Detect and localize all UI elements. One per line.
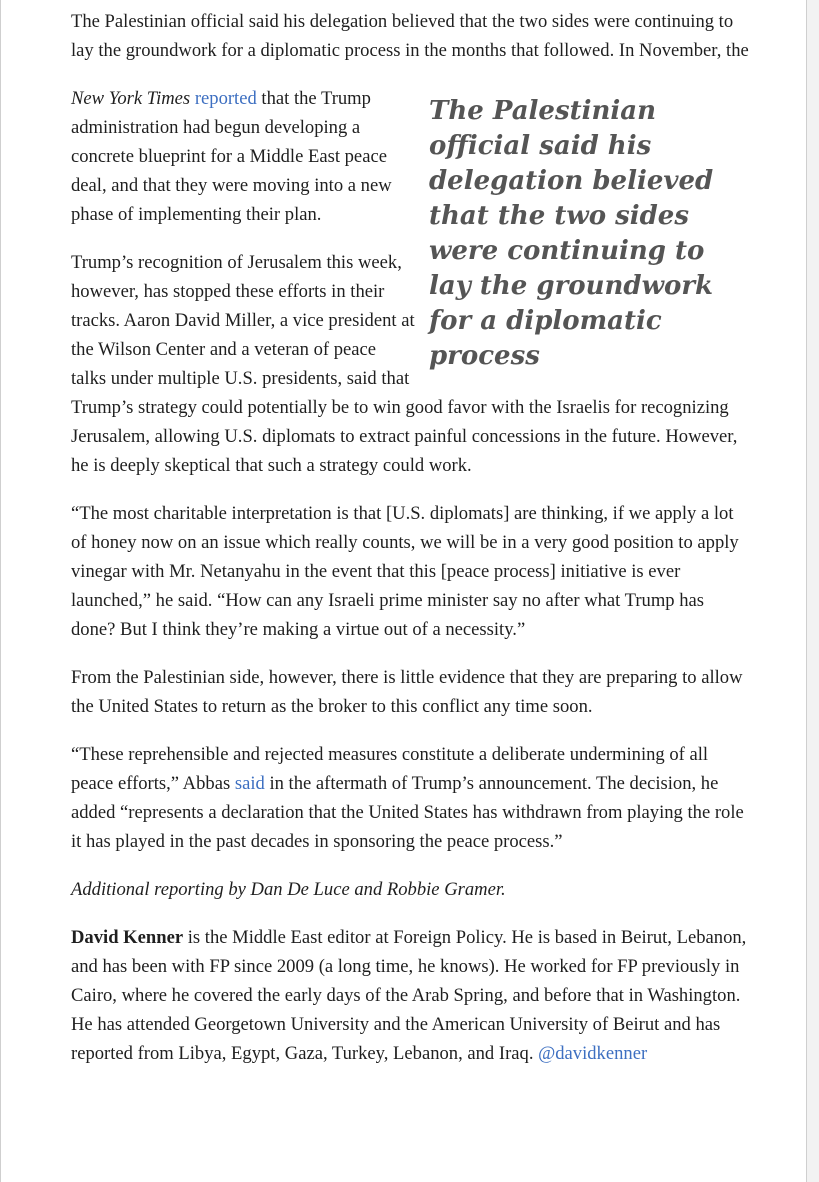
scrollbar-gutter[interactable]: [807, 0, 819, 1182]
bio-text: is the Middle East editor at Foreign Policy. He is based in Beirut, Lebanon, and has been with FP since 2009 (a long time, he knows). He worked for FP previously in Cairo, where he covered the early days of the Arab Spring, and before that in Washington. He has attended Georgetown University and the American University of Beirut and has reported from Libya, Egypt, Gaza, Turkey, Lebanon, and Iraq.: [71, 927, 747, 1064]
said-link[interactable]: said: [234, 773, 265, 794]
pull-quote: The Palestinian official said his delegation believed that the two sides were continuing to lay the groundwork for a diplomatic process: [429, 96, 714, 371]
paragraph: “The most charitable interpretation is that [U.S. diplomats] are thinking, if we apply a lot of honey now on an issue which really counts, we will be in a very good position to apply vinegar with Mr. Netanyahu in the event that this [peace process] initiative is ever launched,” he said. “How can any Israeli prime minister say no after what Trump has done? But I think they’re making a virtue out of a necessity.”: [71, 503, 739, 640]
reporting-credit: Additional reporting by Dan De Luce and Robbie Gramer.: [71, 879, 506, 900]
publication-name: New York Times: [71, 88, 191, 109]
author-name: David Kenner: [71, 927, 184, 948]
paragraph: From the Palestinian side, however, there is little evidence that they are preparing to allow the United States to return as the broker to this conflict any time soon.: [71, 667, 743, 717]
paragraph: [71, 7, 751, 65]
twitter-handle-link[interactable]: @davidkenner: [538, 1043, 648, 1064]
author-bio: [71, 923, 751, 1068]
paragraph-text: “These reprehensible and rejected measures constitute a deliberate undermining of all peace efforts,” Abbas: [71, 744, 709, 794]
article-body: [71, 7, 751, 1087]
paragraph-text: in the aftermath of Trump’s announcement. The decision, he added “represents a declaration that the United States has withdrawn from playing the role it has played in the past decades in sponsoring the peace process.”: [71, 773, 744, 852]
paragraph-text: that the Trump administration had begun developing a concrete blueprint for a Middle East peace deal, and that they were moving into a new phase of implementing their plan.: [71, 88, 392, 225]
paragraph: [71, 740, 751, 856]
paragraph-text: The Palestinian official said his delegation believed that the two sides were continuing to lay the groundwork for a diplomatic process in the months that followed. In November, the: [71, 11, 749, 61]
paragraph: Trump’s recognition of Jerusalem this week, however, has stopped these efforts in their tracks. Aaron David Miller, a vice president at the Wilson Center and a veteran of peace talks under multiple U.S. presidents, said that Trump’s strategy could potentially be to win good favor with the Israelis for recognizing Jerusalem, allowing U.S. diplomats to extract painful concessions in the future. However, he is deeply skeptical that such a strategy could work.: [71, 252, 738, 476]
reported-link[interactable]: reported: [194, 88, 257, 109]
